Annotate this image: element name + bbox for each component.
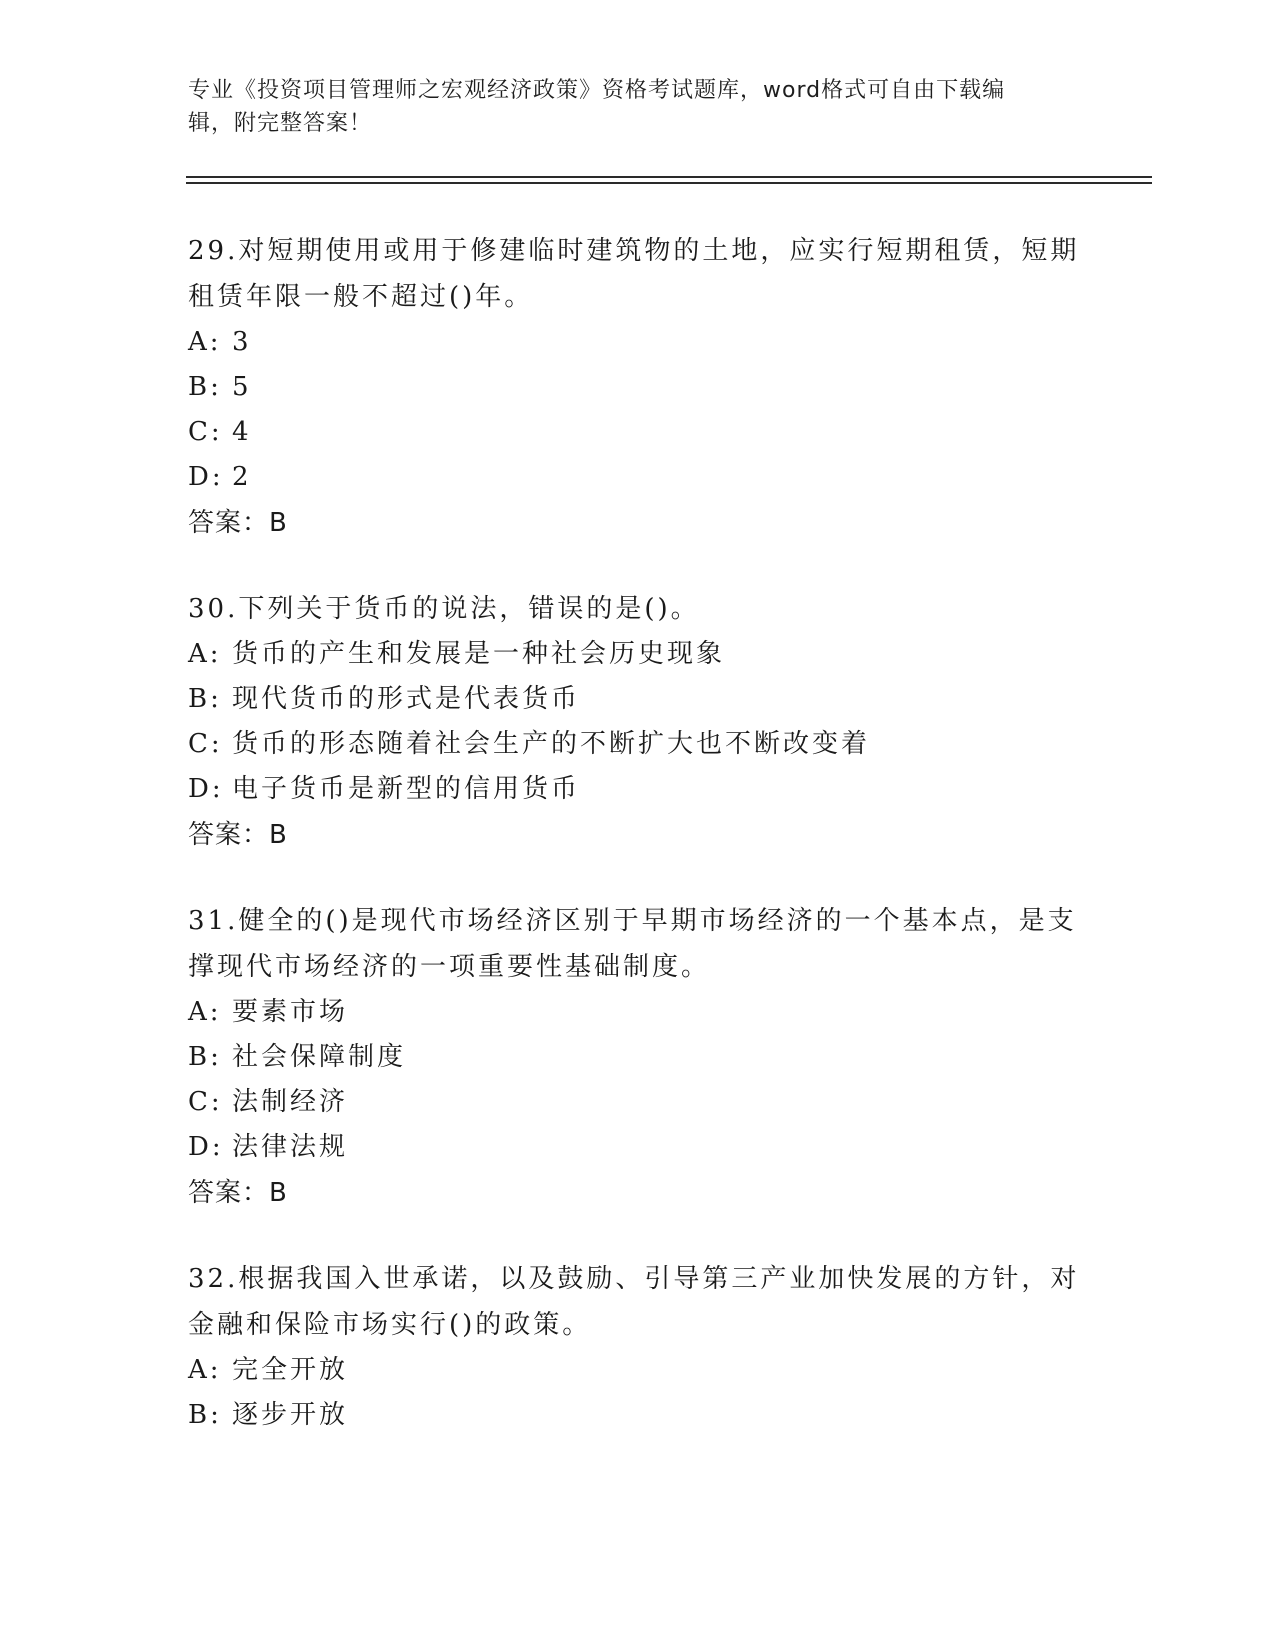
question-stem-line: 31.健全的()是现代市场经济区别于早期市场经济的一个基本点，是支: [188, 906, 1077, 936]
option-letter: C:: [188, 1087, 223, 1117]
option-d: [188, 1125, 1088, 1170]
header-divider-top: [186, 176, 1152, 178]
option-text: 5: [232, 372, 252, 402]
option-text: 货币的产生和发展是一种社会历史现象: [232, 639, 726, 669]
option-letter: C:: [188, 729, 223, 759]
option-text: 要素市场: [232, 997, 349, 1027]
question-stem-line: 金融和保险市场实行()的政策。: [188, 1310, 592, 1340]
question-list: [188, 228, 1088, 1478]
option-b: [188, 677, 1088, 722]
option-c: [188, 1080, 1088, 1125]
option-d: [188, 767, 1088, 812]
option-text: 2: [232, 462, 252, 492]
option-b: [188, 1393, 1088, 1438]
option-text: 法制经济: [232, 1087, 349, 1117]
option-text: 法律法规: [232, 1132, 349, 1162]
option-b: [188, 365, 1088, 410]
option-letter: A:: [188, 997, 222, 1027]
option-letter: A:: [188, 1355, 222, 1385]
question-stem-line: 租赁年限一般不超过()年。: [188, 282, 534, 312]
question-stem-line: 29.对短期使用或用于修建临时建筑物的土地，应实行短期租赁，短期: [188, 236, 1080, 266]
option-letter: A:: [188, 639, 222, 669]
option-d: [188, 455, 1088, 500]
option-letter: C:: [188, 417, 223, 447]
option-text: 电子货币是新型的信用货币: [232, 774, 581, 804]
option-text: 现代货币的形式是代表货币: [232, 684, 581, 714]
option-letter: D:: [188, 774, 224, 804]
question-stem-line: 撑现代市场经济的一项重要性基础制度。: [188, 952, 711, 982]
answer-line: 答案：B: [188, 508, 288, 538]
option-text: 逐步开放: [232, 1400, 349, 1430]
option-c: [188, 410, 1088, 455]
question-30: [188, 586, 1088, 858]
answer-line: 答案：B: [188, 820, 288, 850]
option-letter: B:: [188, 684, 222, 714]
question-29: [188, 228, 1088, 546]
answer-line: 答案：B: [188, 1178, 288, 1208]
header-divider-bottom: [186, 182, 1152, 184]
option-letter: D:: [188, 462, 224, 492]
option-a: [188, 1348, 1088, 1393]
option-a: [188, 632, 1088, 677]
question-31: [188, 898, 1088, 1216]
option-b: [188, 1035, 1088, 1080]
option-letter: B:: [188, 1400, 222, 1430]
header-line-2: 辑，附完整答案！: [188, 111, 373, 136]
option-text: 完全开放: [232, 1355, 349, 1385]
option-letter: B:: [188, 372, 222, 402]
option-text: 3: [232, 327, 252, 357]
option-c: [188, 722, 1088, 767]
question-stem-line: 30.下列关于货币的说法，错误的是()。: [188, 594, 700, 624]
document-header: [188, 74, 1068, 140]
question-stem-line: 32.根据我国入世承诺，以及鼓励、引导第三产业加快发展的方针，对: [188, 1264, 1080, 1294]
option-a: [188, 990, 1088, 1035]
header-line-1: 专业《投资项目管理师之宏观经济政策》资格考试题库，word格式可自由下载编: [188, 78, 1006, 103]
option-text: 货币的形态随着社会生产的不断扩大也不断改变着: [232, 729, 871, 759]
question-32: [188, 1256, 1088, 1438]
option-text: 社会保障制度: [232, 1042, 407, 1072]
option-letter: B:: [188, 1042, 222, 1072]
option-text: 4: [232, 417, 252, 447]
option-letter: D:: [188, 1132, 224, 1162]
option-letter: A:: [188, 327, 222, 357]
option-a: [188, 320, 1088, 365]
